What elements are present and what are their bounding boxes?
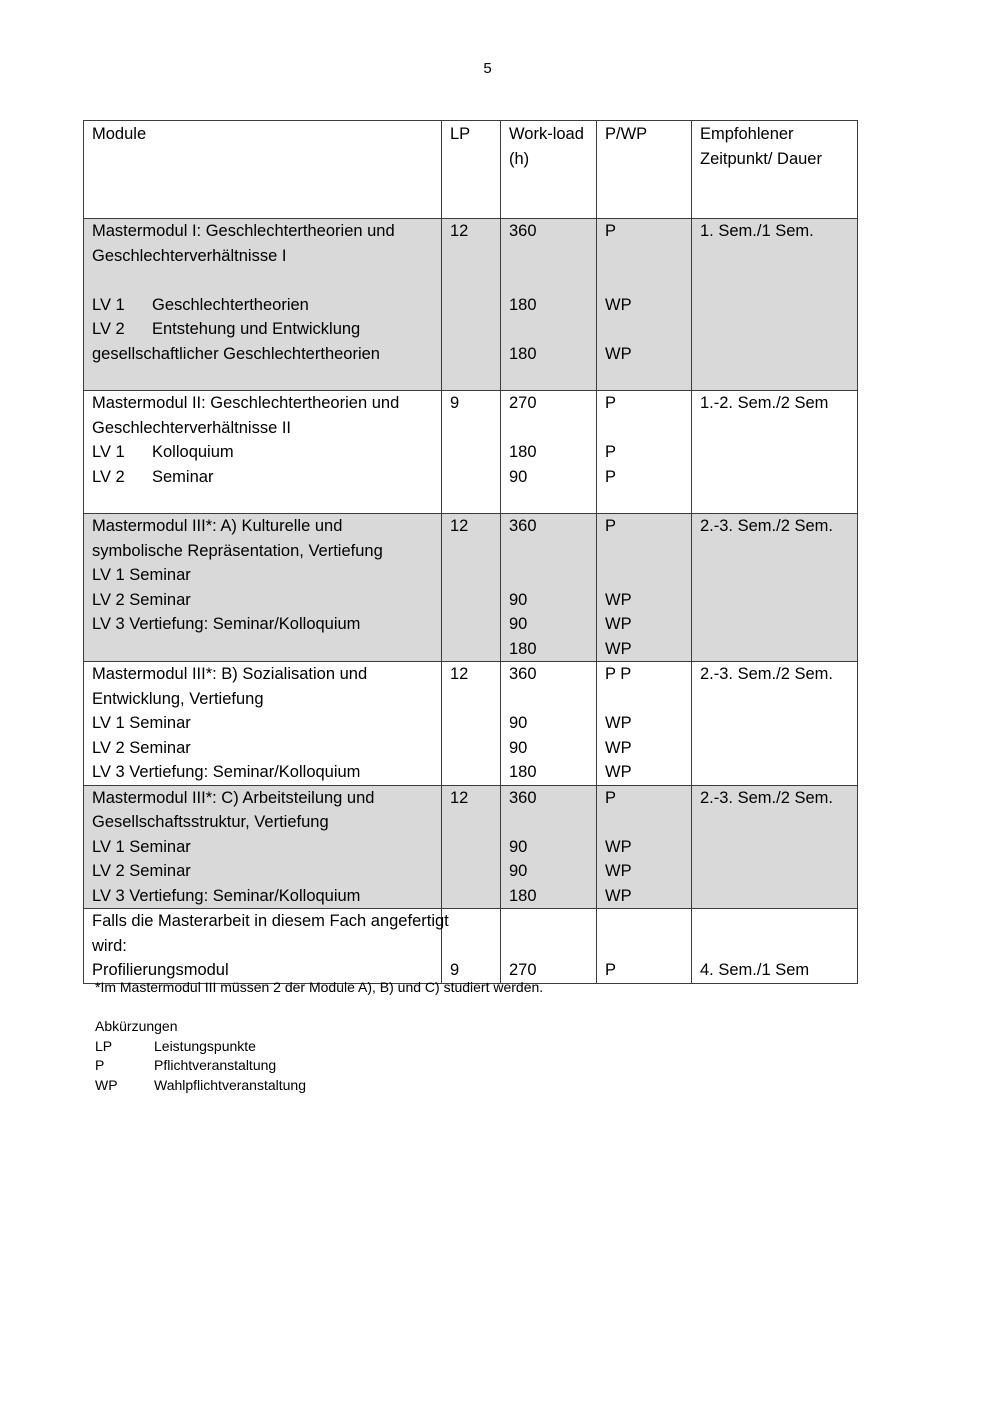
table-row — [84, 391, 858, 514]
header-workload: Work-load (h) — [501, 121, 597, 219]
table-row — [84, 514, 858, 662]
lp-cell: 12 — [442, 219, 501, 391]
workload-cell: 360 90 90 180 — [501, 514, 597, 662]
table-header-row — [84, 121, 858, 219]
table-row — [84, 662, 858, 786]
abbreviation-item: WP Wahlpflichtveranstaltung — [95, 1076, 307, 1093]
header-pwp: P/WP — [597, 121, 692, 219]
module-cell: Mastermodul III*: A) Kulturelle und symbolische Repräsentation, Vertiefung LV 1 Seminar LV 2 Seminar LV 3 Vertiefung: Seminar/Kolloquium — [84, 514, 442, 662]
footnote: *Im Mastermodul III müssen 2 der Module A), B) und C) studiert werden. — [95, 979, 544, 995]
abbreviations-title: Abkürzungen — [95, 1018, 178, 1034]
pwp-cell: P WP WP — [597, 219, 692, 391]
zeitpunkt-cell: 1.-2. Sem./2 Sem — [692, 391, 858, 514]
module-cell: Mastermodul III*: C) Arbeitsteilung und Gesellschaftsstruktur, Vertiefung LV 1 Seminar LV 2 Seminar LV 3 Vertiefung: Seminar/Kolloquium — [84, 785, 442, 909]
lp-cell: 12 — [442, 514, 501, 662]
workload-cell: 270 180 90 — [501, 391, 597, 514]
module-cell: Falls die Masterarbeit in diesem Fach angefertigt wird: Profilierungsmodul — [84, 909, 442, 984]
header-zeitpunkt: Empfohlener Zeitpunkt/ Dauer — [692, 121, 858, 219]
workload-cell: 360 180 180 — [501, 219, 597, 391]
pwp-cell: P P P — [597, 391, 692, 514]
lp-cell: 12 — [442, 662, 501, 786]
workload-cell: 360 90 90 180 — [501, 662, 597, 786]
table-row — [84, 909, 858, 984]
zeitpunkt-cell: 2.-3. Sem./2 Sem. — [692, 514, 858, 662]
table-row — [84, 219, 858, 391]
zeitpunkt-cell: 1. Sem./1 Sem. — [692, 219, 858, 391]
module-cell: Mastermodul III*: B) Sozialisation und Entwicklung, Vertiefung LV 1 Seminar LV 2 Seminar LV 3 Vertiefung: Seminar/Kolloquium — [84, 662, 442, 786]
abbreviation-item: LP Leistungspunkte — [95, 1037, 256, 1054]
abbreviations-list — [95, 1017, 306, 1095]
pwp-cell: P — [597, 909, 692, 984]
zeitpunkt-cell: 2.-3. Sem./2 Sem. — [692, 785, 858, 909]
header-lp: LP — [442, 121, 501, 219]
page-number: 5 — [483, 60, 492, 77]
module-cell: Mastermodul I: Geschlechtertheorien und Geschlechterverhältnisse I LV 1 Geschlechtertheorien LV 2 Entstehung und Entwicklung gesellschaftlicher Geschlechtertheorien — [84, 219, 442, 391]
workload-cell: 270 — [501, 909, 597, 984]
lp-cell: 9 — [442, 909, 501, 984]
zeitpunkt-cell: 4. Sem./1 Sem — [692, 909, 858, 984]
header-module: Module — [84, 121, 442, 219]
pwp-cell: P WP WP WP — [597, 514, 692, 662]
lp-cell: 9 — [442, 391, 501, 514]
table-row — [84, 785, 858, 909]
abbreviation-item: P Pflichtveranstaltung — [95, 1057, 277, 1073]
pwp-cell: P P WP WP WP — [597, 662, 692, 786]
module-table — [83, 120, 858, 984]
module-cell: Mastermodul II: Geschlechtertheorien und Geschlechterverhältnisse II LV 1 Kolloquium LV 2 Seminar — [84, 391, 442, 514]
pwp-cell: P WP WP WP — [597, 785, 692, 909]
lp-cell: 12 — [442, 785, 501, 909]
zeitpunkt-cell: 2.-3. Sem./2 Sem. — [692, 662, 858, 786]
workload-cell: 360 90 90 180 — [501, 785, 597, 909]
